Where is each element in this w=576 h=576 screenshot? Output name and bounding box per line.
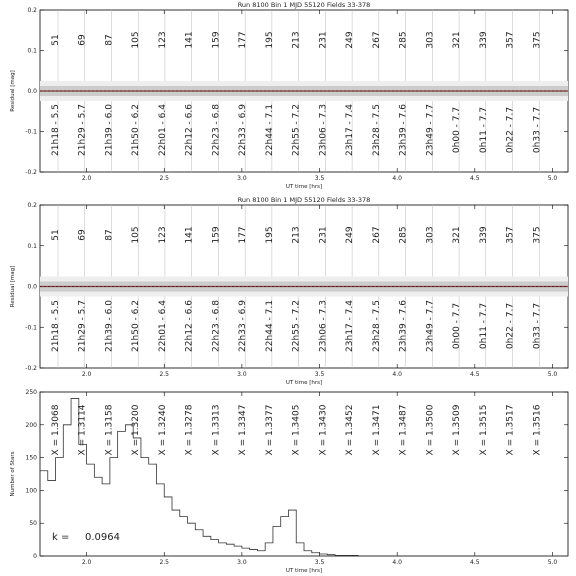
field-label: 249	[345, 226, 356, 244]
time-label: 22h33 - 6.9	[238, 104, 249, 156]
time-label: 0h11 - 7.7	[478, 106, 489, 154]
time-label: 21h18 - 5.5	[51, 104, 61, 156]
x-tick-label: 2.5	[159, 175, 170, 182]
field-label: 123	[157, 31, 168, 49]
x-tick-label: 2.5	[159, 371, 170, 378]
y-tick-label: 0.1	[27, 47, 37, 55]
y-tick-label: 0.2	[27, 7, 37, 14]
airmass-label: X = 1.3452	[345, 404, 356, 456]
field-label: 87	[104, 34, 115, 46]
x-tick-label: 2.0	[81, 559, 92, 566]
airmass-label: X = 1.3240	[157, 404, 168, 456]
x-tick-label: 2.0	[81, 175, 92, 182]
k-label: k =	[52, 532, 70, 543]
time-label: 22h23 - 6.8	[211, 104, 222, 156]
field-label: 357	[505, 31, 516, 49]
time-label: 23h17 - 7.4	[345, 104, 356, 156]
time-label: 22h01 - 6.4	[157, 300, 168, 352]
field-label: 159	[211, 31, 222, 49]
y-axis-label: Residual [mag]	[10, 70, 16, 112]
time-label: 23h06 - 7.3	[318, 300, 329, 352]
time-label: 0h00 - 7.7	[452, 302, 463, 350]
time-label: 22h55 - 7.2	[291, 104, 302, 156]
field-label: 213	[291, 226, 302, 244]
x-tick-label: 5.0	[547, 175, 558, 182]
field-label: 285	[398, 226, 409, 244]
field-label: 177	[238, 31, 249, 49]
field-label: 177	[238, 226, 249, 244]
x-tick-label: 4.0	[392, 559, 402, 566]
airmass-label: X = 1.3347	[238, 404, 249, 456]
x-tick-label: 3.5	[314, 371, 325, 378]
y-tick-label: 0.0	[27, 283, 37, 291]
field-label: 339	[478, 31, 489, 49]
x-tick-label: 4.5	[470, 371, 480, 378]
time-label: 22h55 - 7.2	[291, 300, 302, 352]
time-label: 0h22 - 7.7	[505, 302, 516, 350]
field-label: 195	[264, 31, 275, 49]
x-tick-label: 2.0	[81, 371, 92, 378]
x-tick-label: 3.0	[237, 371, 247, 378]
time-label: 23h06 - 7.3	[318, 104, 329, 156]
y-tick-label: 0	[33, 553, 37, 560]
x-tick-label: 4.0	[392, 175, 402, 182]
field-label: 105	[131, 31, 142, 49]
airmass-label: X = 1.3405	[291, 404, 302, 456]
time-label: 22h12 - 6.6	[184, 300, 195, 352]
x-tick-label: 3.5	[314, 175, 325, 182]
field-label: 231	[318, 226, 329, 244]
y-tick-label: -0.1	[25, 128, 37, 136]
time-label: 22h01 - 6.4	[157, 104, 168, 156]
x-tick-label: 2.5	[159, 559, 170, 566]
field-label: 303	[425, 31, 436, 49]
x-axis-label: UT time [hrs]	[285, 568, 323, 574]
y-tick-label: 0.1	[27, 242, 37, 250]
time-label: 23h39 - 7.6	[398, 300, 409, 352]
time-label: 21h29 - 5.7	[77, 104, 88, 156]
airmass-label: X = 1.3509	[452, 404, 463, 456]
time-label: 0h22 - 7.7	[505, 106, 516, 154]
y-tick-label: -0.1	[25, 324, 37, 332]
time-label: 23h39 - 7.6	[398, 104, 409, 156]
time-label: 23h49 - 7.7	[425, 300, 436, 352]
field-label: 285	[398, 31, 409, 49]
time-label: 22h44 - 7.1	[264, 104, 275, 156]
time-label: 21h39 - 6.0	[104, 104, 115, 156]
airmass-label: X = 1.3516	[532, 404, 543, 456]
field-label: 51	[51, 34, 61, 46]
airmass-label: X = 1.3158	[104, 404, 115, 456]
x-axis-label: UT time [hrs]	[285, 380, 323, 386]
airmass-label: X = 1.3517	[505, 404, 516, 456]
y-tick-label: 0.0	[27, 88, 37, 95]
field-label: 69	[77, 34, 88, 46]
x-tick-label: 3.0	[237, 175, 247, 182]
time-label: 22h23 - 6.8	[211, 300, 222, 352]
field-label: 105	[131, 226, 142, 244]
field-label: 141	[184, 226, 195, 244]
k-value: 0.0964	[85, 532, 120, 543]
time-label: 0h00 - 7.7	[452, 106, 463, 154]
time-label: 21h29 - 5.7	[77, 300, 88, 352]
y-tick-label: 150	[25, 454, 37, 462]
y-axis-label: Number of Stars	[10, 451, 16, 497]
x-tick-label: 4.5	[470, 175, 480, 182]
airmass-label: X = 1.3500	[425, 404, 436, 456]
x-tick-label: 3.0	[237, 559, 247, 566]
panel-3	[10, 389, 568, 574]
time-label: 21h18 - 5.5	[51, 300, 61, 352]
airmass-label: X = 1.3377	[264, 404, 275, 456]
field-label: 267	[371, 31, 382, 49]
y-tick-label: 100	[25, 487, 37, 495]
time-label: 21h50 - 6.2	[131, 300, 142, 352]
panel-2	[10, 196, 568, 386]
x-tick-label: 3.5	[314, 559, 325, 566]
chart-title: Run 8100 Bin 1 MJD 55120 Fields 33-378	[237, 196, 371, 204]
airmass-label: X = 1.3487	[398, 404, 409, 456]
time-label: 22h44 - 7.1	[264, 300, 275, 352]
field-label: 213	[291, 31, 302, 49]
airmass-label: X = 1.3200	[131, 404, 142, 456]
y-tick-label: -0.2	[25, 365, 37, 372]
field-label: 195	[264, 226, 275, 244]
time-label: 22h12 - 6.6	[184, 104, 195, 156]
x-tick-label: 5.0	[547, 371, 558, 378]
time-label: 23h28 - 7.5	[371, 300, 382, 352]
airmass-label: X = 1.3515	[478, 404, 489, 456]
time-label: 0h33 - 7.7	[532, 302, 543, 350]
y-axis-label: Residual [mag]	[10, 265, 16, 308]
field-label: 321	[452, 226, 463, 244]
airmass-label: X = 1.3114	[77, 404, 88, 456]
airmass-label: X = 1.3313	[211, 404, 222, 456]
field-label: 321	[452, 31, 463, 49]
field-label: 231	[318, 31, 329, 49]
field-label: 141	[184, 31, 195, 49]
airmass-label: X = 1.3471	[371, 404, 382, 456]
field-label: 249	[345, 31, 356, 49]
field-label: 87	[104, 229, 115, 241]
time-label: 23h17 - 7.4	[345, 300, 356, 352]
x-tick-label: 4.0	[392, 371, 402, 378]
field-label: 303	[425, 226, 436, 244]
y-tick-label: 250	[25, 389, 37, 396]
time-label: 0h33 - 7.7	[532, 106, 543, 154]
time-label: 22h33 - 6.9	[238, 300, 249, 352]
field-label: 375	[532, 31, 543, 49]
field-label: 267	[371, 226, 382, 244]
field-label: 51	[51, 229, 61, 241]
time-label: 21h50 - 6.2	[131, 104, 142, 156]
airmass-label: X = 1.3278	[184, 404, 195, 456]
airmass-label: X = 1.3068	[51, 404, 61, 456]
field-label: 69	[77, 229, 88, 241]
y-tick-label: 50	[29, 520, 37, 528]
y-tick-label: -0.2	[25, 169, 37, 176]
field-label: 375	[532, 226, 543, 244]
field-label: 159	[211, 226, 222, 244]
chart-title: Run 8100 Bin 1 MJD 55120 Fields 33-378	[237, 1, 371, 9]
field-label: 339	[478, 226, 489, 244]
x-axis-label: UT time [hrs]	[285, 184, 323, 190]
x-tick-label: 4.5	[470, 559, 480, 566]
y-tick-label: 200	[25, 421, 37, 429]
y-tick-label: 0.2	[27, 202, 37, 209]
time-label: 23h28 - 7.5	[371, 104, 382, 156]
airmass-label: X = 1.3430	[318, 404, 329, 456]
field-label: 123	[157, 226, 168, 244]
x-tick-label: 5.0	[547, 559, 558, 566]
panel-1	[10, 1, 568, 190]
time-label: 21h39 - 6.0	[104, 300, 115, 352]
time-label: 23h49 - 7.7	[425, 104, 436, 156]
field-label: 357	[505, 226, 516, 244]
time-label: 0h11 - 7.7	[478, 302, 489, 350]
